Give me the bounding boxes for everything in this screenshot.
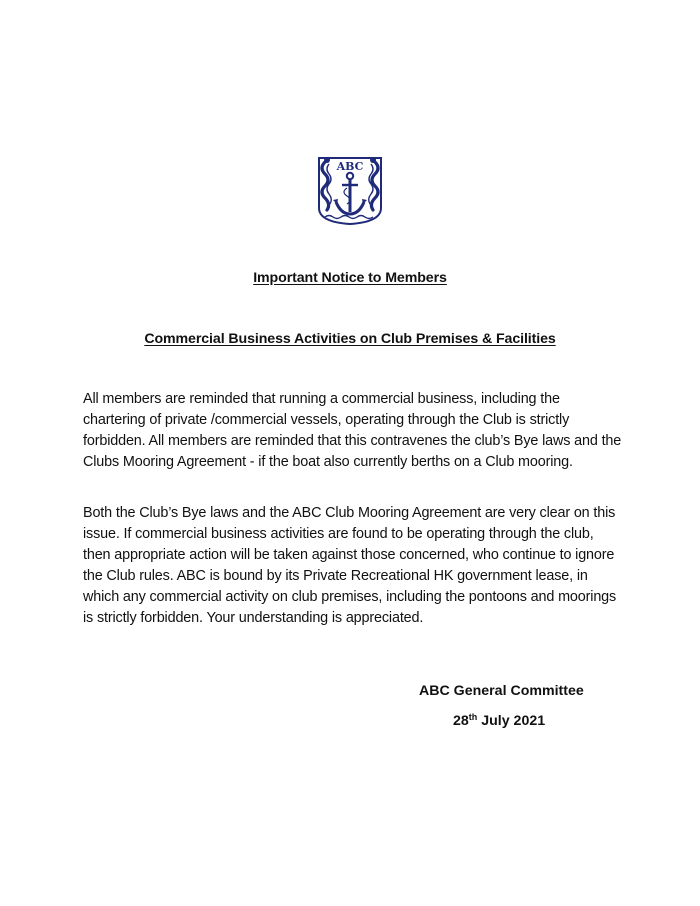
signature: ABC General Committee — [419, 683, 584, 699]
notice-title: Important Notice to Members — [253, 270, 447, 286]
club-logo — [311, 148, 389, 226]
date-day: 28 — [453, 713, 469, 729]
logo-text: ABC — [336, 160, 364, 173]
date-month-year: July 2021 — [477, 713, 546, 729]
date-suffix: th — [468, 712, 478, 722]
notice-paragraph-1: All members are reminded that running a commercial business, including the chartering of private /commercial vessels, operating through the Club is strictly forbidden. All members are reminded that this contravenes the club’s Bye laws and the Clubs Mooring Agreement - if the boat also currently berths on a Club mooring. — [83, 391, 622, 470]
notice-subtitle: Commercial Business Activities on Club Premises & Facilities — [144, 331, 556, 347]
notice-date — [453, 713, 545, 729]
notice-paragraph-2: Both the Club’s Bye laws and the ABC Club Mooring Agreement are very clear on this issue. If commercial business activities are found to be operating through the club, then appropriate action will be taken against those concerned, who continue to ignore the Club rules. ABC is bound by its Private Recreational HK government lease, in which any commercial activity on club premises, including the pontoons and moorings is strictly forbidden. Your understanding is appreciated. — [83, 505, 617, 626]
anchor-dragons-crest-icon — [311, 148, 389, 226]
